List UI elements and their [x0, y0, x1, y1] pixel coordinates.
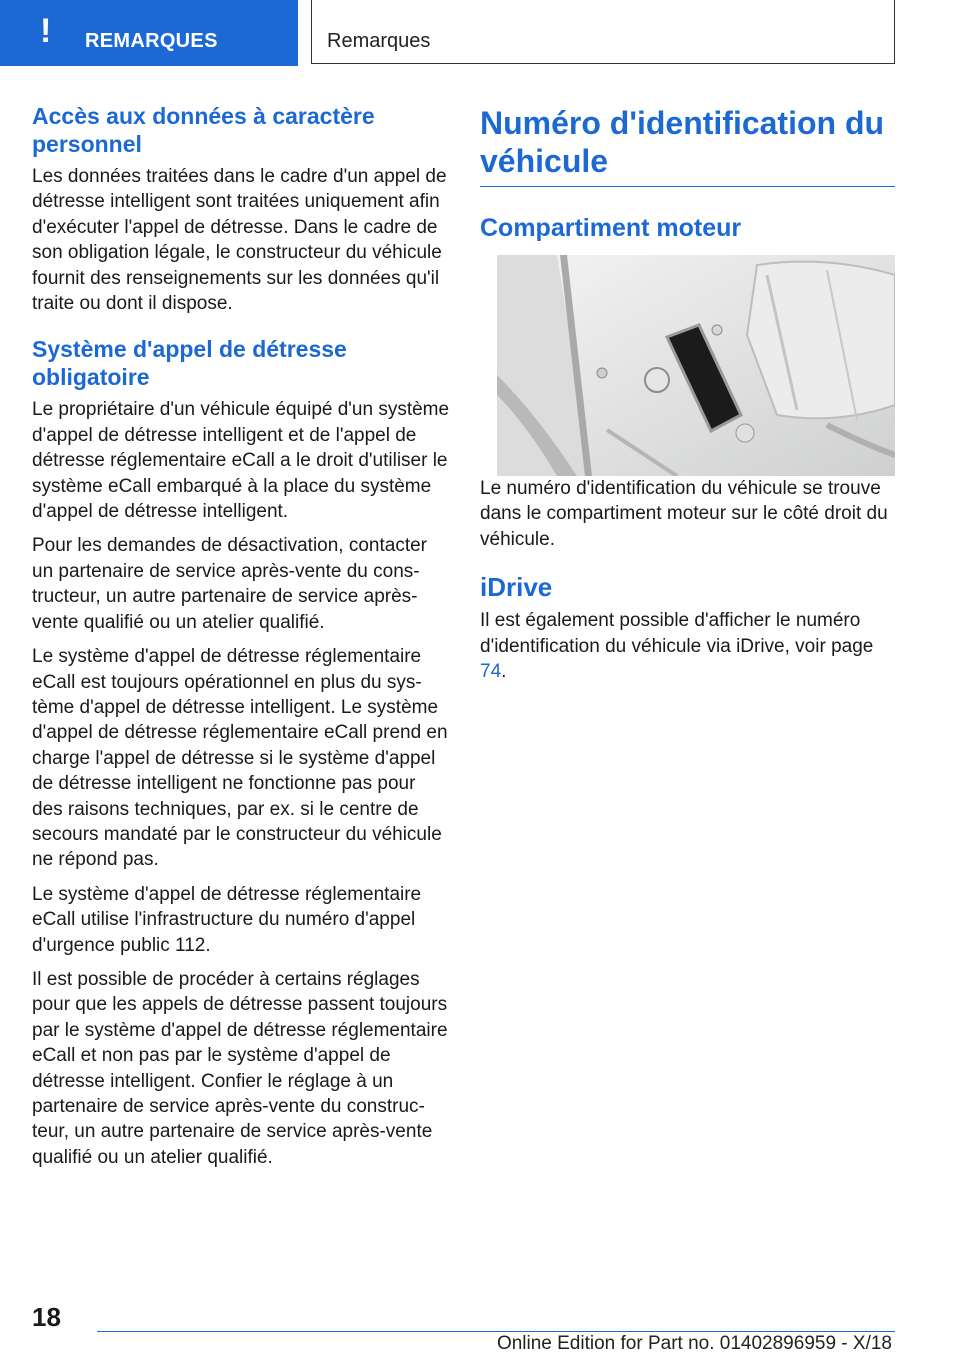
paragraph-end: . [501, 661, 507, 683]
chapter-tab [0, 0, 298, 66]
section-title-personal-data: Accès aux données à caractère personnel [32, 103, 375, 157]
paragraph: Le numéro d'identification du véhicule se trouve dans le compartiment moteur sur le côté droit du véhicule. [480, 478, 888, 550]
section-header [311, 0, 895, 64]
chapter-label: REMARQUES [85, 30, 218, 52]
paragraph: Le système d'appel de détresse réglementaire eCall utilise l'infrastructure du numéro d'appel d'urgence public 112. [32, 883, 422, 956]
title-divider [480, 186, 895, 187]
right-column [480, 102, 895, 693]
paragraph: Le propriétaire d'un véhicule équipé d'un système d'appel de détresse intelligent et de l'appel de détresse réglementaire eCall a le droit d'utiliser le système eCall embarqué à la place du système d'appel de détresse intelligent. [32, 399, 450, 523]
page-title: Numéro d'identification du véhicule [480, 105, 885, 179]
page-reference-link[interactable]: 74 [480, 661, 502, 683]
engine-compartment-photo [497, 255, 895, 476]
paragraph-idrive [480, 608, 895, 684]
edition-footer: Online Edition for Part no. 01402896959 - X/18 [496, 1333, 892, 1354]
paragraph: Pour les demandes de désactivation, contacter un partenaire de service après-vente du constructeur, un autre partenaire de service après-vente qualifié ou un atelier qualifié. [32, 535, 428, 633]
left-column [32, 102, 450, 1179]
exclamation-icon: ! [40, 12, 52, 50]
paragraph: Les données traitées dans le cadre d'un appel de détresse intelligent sont traitées uniquement afin d'exécuter l'appel de détresse. Dans le cadre de son obligation légale, le constructeur du véhicule fournit des renseignements sur les données qu'il traite ou dont il dispose. [32, 166, 447, 315]
paragraph-text: Il est également possible d'afficher le numéro d'identification du véhicule via iDrive, voir page [480, 610, 874, 657]
page-number: 18 [32, 1302, 61, 1332]
section-title-mandatory-ecall: Système d'appel de détresse obligatoire [32, 336, 347, 391]
footer-divider [97, 1331, 895, 1332]
section-title-engine-compartment: Compartiment moteur [480, 214, 742, 242]
section-title-idrive: iDrive [480, 572, 553, 603]
section-label: Remarques [327, 30, 431, 52]
paragraph: Le système d'appel de détresse réglementaire eCall est toujours opérationnel en plus du système d'appel de détresse intelligent. Le système d'appel de détresse réglementaire eCall prend en charge l'appel de détresse si le système d'appel de détresse intelligent ne fonctionne pas pour des raisons techniques, par ex. si le centre de secours mandaté par le constructeur du véhicule ne répond pas. [32, 646, 448, 871]
paragraph: Il est possible de procéder à certains réglages pour que les appels de détresse passent toujours par le système d'appel de détresse réglementaire eCall et non pas par le système d'appel de détresse intelligent. Confier le réglage à un partenaire de service après-vente du constructeur, un autre partenaire de service après-vente qualifié ou un atelier qualifié. [32, 968, 448, 1168]
